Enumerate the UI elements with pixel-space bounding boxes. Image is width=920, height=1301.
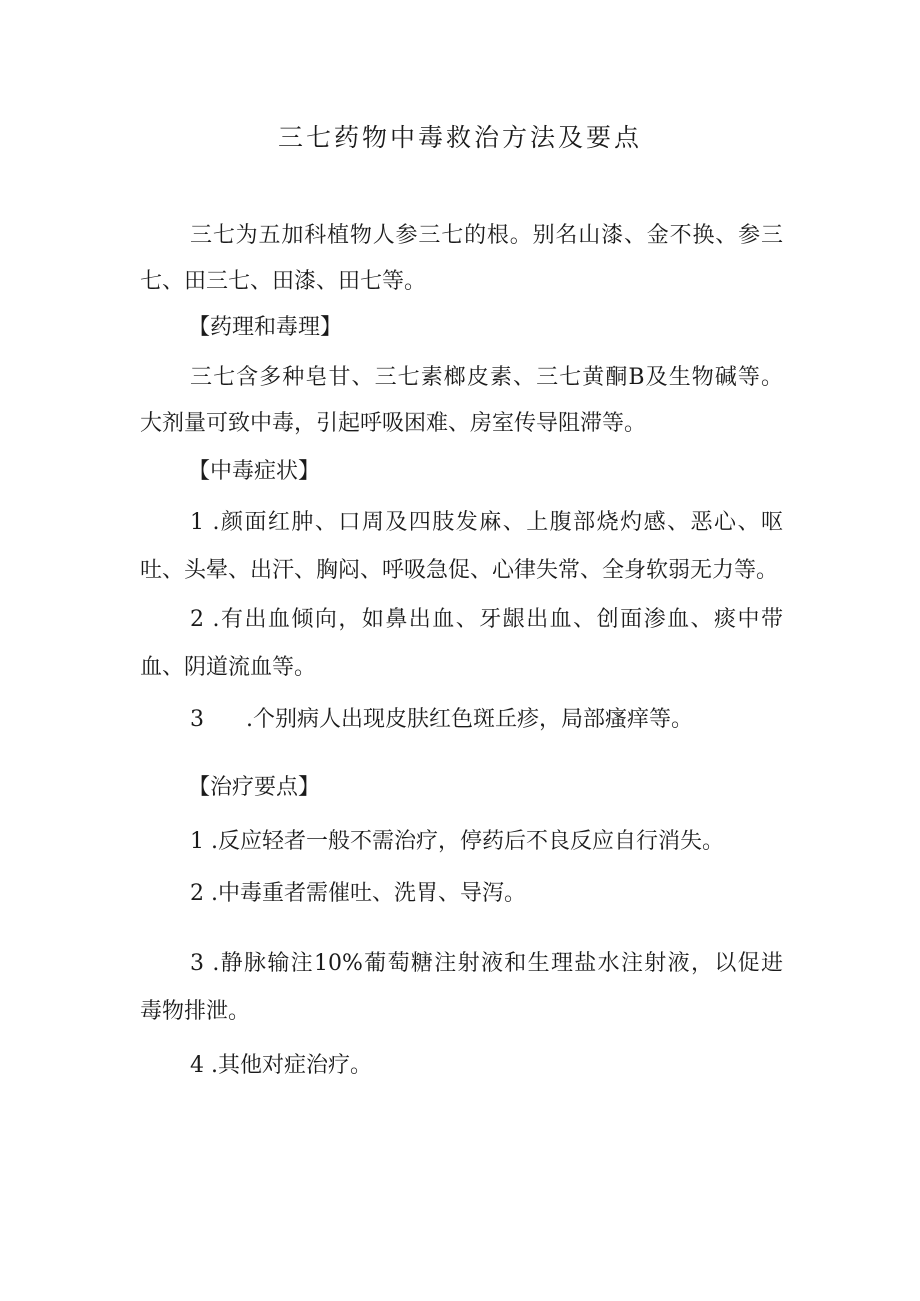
symptom-item-2-line-1: [190, 604, 783, 636]
treatment-item-3-line-2: 毒物排泄。: [140, 999, 251, 1024]
treatment-item-4-number: 4: [190, 1053, 204, 1078]
pharmacology-heading: 【药理和毒理】: [188, 315, 343, 340]
treatment-item-3-text: .静脉输注10%葡萄糖注射液和生理盐水注射液，以促进: [212, 951, 783, 976]
treatment-item-3-number: 3: [190, 951, 204, 976]
symptom-item-2-line-2: 血、阴道流血等。: [140, 655, 317, 680]
pharmacology-line-1: 三七含多种皂甘、三七素榔皮素、三七黄酮B及生物碱等。: [190, 365, 783, 390]
symptom-item-3-line-1: [190, 704, 693, 736]
symptoms-heading: 【中毒症状】: [188, 459, 321, 484]
intro-line-1: 三七为五加科植物人参三七的根。别名山漆、金不换、参三: [190, 223, 783, 248]
document-title: 三七药物中毒救治方法及要点: [277, 123, 642, 152]
treatment-item-1-number: 1: [190, 829, 204, 854]
treatment-item-2: [190, 878, 526, 910]
treatment-item-3-line-1: [190, 948, 783, 980]
treatment-item-2-text: .中毒重者需催吐、洗胃、导泻。: [211, 881, 526, 906]
symptom-item-2-text: .有出血倾向，如鼻出血、牙龈出血、创面渗血、痰中带: [212, 607, 783, 632]
symptom-item-1-line-2: 吐、头晕、出汗、胸闷、呼吸急促、心律失常、全身软弱无力等。: [140, 558, 779, 583]
symptom-item-3-text: .个别病人出现皮肤红色斑丘疹，局部瘙痒等。: [246, 707, 693, 732]
pharmacology-line-2: 大剂量可致中毒，引起呼吸困难、房室传导阻滞等。: [140, 411, 647, 436]
treatment-item-4-text: .其他对症治疗。: [211, 1053, 372, 1078]
symptom-item-1-number: 1: [190, 510, 204, 535]
symptom-item-1-line-1: [190, 507, 783, 539]
symptom-item-2-number: 2: [190, 607, 204, 632]
treatment-item-2-number: 2: [190, 881, 204, 906]
treatment-item-4: [190, 1050, 372, 1082]
intro-line-2: 七、田三七、田漆、田七等。: [140, 269, 427, 294]
treatment-item-1: [190, 826, 724, 858]
symptom-item-3-number: 3: [190, 707, 204, 732]
symptom-item-1-text: .颜面红肿、口周及四肢发麻、上腹部烧灼感、恶心、呕: [212, 510, 783, 535]
treatment-heading: 【治疗要点】: [188, 775, 321, 800]
treatment-item-1-text: .反应轻者一般不需治疗，停药后不良反应自行消失。: [211, 829, 724, 854]
